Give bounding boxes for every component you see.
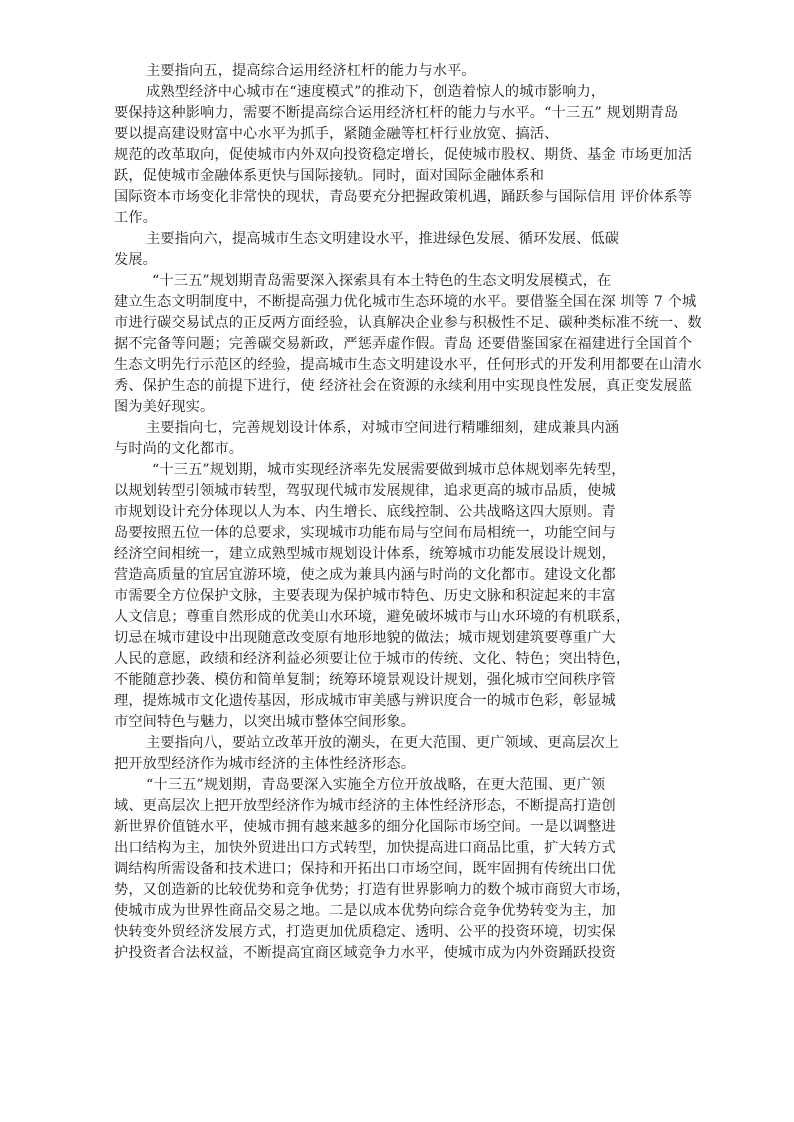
text-line: 据不完备等问题；完善碳交易新政，严惩弄虚作假。青岛 还要借鉴国家在福建进行全国首个 bbox=[114, 336, 693, 352]
text-line: 以规划转型引领城市转型，驾驭现代城市发展规律，追求更高的城市品质，使城 bbox=[114, 483, 616, 499]
text-line: 与时尚的文化都市。 bbox=[114, 441, 244, 457]
text-line: 不能随意抄袭、模仿和简单复制；统筹环境景观设计规划，强化城市空间秩序管 bbox=[114, 672, 616, 688]
text-line: 人民的意愿，政绩和经济利益必须要让位于城市的传统、文化、特色；突出特色， bbox=[114, 651, 631, 667]
text-line: 岛要按照五位一体的总要求，实现城市功能布局与空间布局相统一，功能空间与 bbox=[114, 525, 616, 541]
text-line: 切忌在城市建设中出现随意改变原有地形地貌的做法；城市规划建筑要尊重广大 bbox=[114, 630, 616, 646]
text-line: “十三五”规划期青岛需要深入探索具有本土特色的生态文明发展模式，在 bbox=[152, 273, 612, 289]
text-line: 市空间特色与魅力，以突出城市整体空间形象。 bbox=[114, 714, 416, 730]
text-line: 要以提高建设财富中心水平为抓手，紧随金融等杠杆行业放宽、搞活、 bbox=[114, 126, 559, 142]
text-line: “十三五”规划期，青岛要深入实施全方位开放战略，在更大范围、更广领 bbox=[146, 777, 606, 793]
text-line: 调结构所需设备和技术进口；保持和开拓出口市场空间，既牢固拥有传统出口优 bbox=[114, 861, 616, 877]
text-line: 生态文明先行示范区的经验，提高城市生态文明建设水平，任何形式的开发利用都要在山清水 bbox=[114, 357, 702, 373]
text-line: 人文信息；尊重自然形成的优美山水环境，避免破坏城市与山水环境的有机联系， bbox=[114, 609, 631, 625]
text-line: 市进行碳交易试点的正反两方面经验，认真解决企业参与积极性不足、碳种类标准不统一、数 bbox=[114, 315, 702, 331]
text-line: 成熟型经济中心城市在“速度模式”的推动下，创造着惊人的城市影响力， bbox=[146, 84, 606, 100]
text-line: 建立生态文明制度中，不断提高强力优化城市生态环境的水平。要借鉴全国在深 圳等 7 个城 bbox=[114, 294, 697, 310]
text-line: 秀、保护生态的前提下进行，使 经济社会在资源的永续利用中实现良性发展，真正变发展蓝 bbox=[114, 378, 693, 394]
text-line: 图为美好现实。 bbox=[114, 399, 215, 415]
text-line: 理，提炼城市文化遗传基因，形成城市审美感与辨识度合一的城市色彩，彰显城 bbox=[114, 693, 616, 709]
text-line: 市规划设计充分体现以人为本、内生增长、底线控制、公共战略这四大原则。青 bbox=[114, 504, 616, 520]
text-line: 域、更高层次上把开放型经济作为城市经济的主体性经济形态，不断提高打造创 bbox=[114, 798, 616, 814]
text-line: 势，又创造新的比较优势和竞争优势；打造有世界影响力的数个城市商贸大市场， bbox=[114, 882, 631, 898]
text-line: 市需要全方位保护文脉，主要表现为保护城市特色、历史文脉和积淀起来的丰富 bbox=[114, 588, 616, 604]
text-line: 快转变外贸经济发展方式，打造更加优质稳定、透明、公平的投资环境，切实保 bbox=[114, 924, 616, 940]
paragraph-heading-6: 主要指向六，提高城市生态文明建设水平，推进绿色发展、循环发展、低碳 bbox=[146, 231, 620, 247]
text-line: 新世界价值链水平，使城市拥有越来越多的细分化国际市场空间。一是以调整进 bbox=[114, 819, 616, 835]
text-line: “十三五”规划期，城市实现经济率先发展需要做到城市总体规划率先转型， bbox=[152, 462, 626, 478]
paragraph-heading-8: 主要指向八，要站立改革开放的潮头，在更大范围、更广领域、更高层次上 bbox=[146, 735, 620, 751]
text-line: 跃，促使城市金融体系更快与国际接轨。同时，面对国际金融体系和 bbox=[114, 168, 545, 184]
text-line: 使城市成为世界性商品交易之地。二是以成本优势向综合竞争优势转变为主，加 bbox=[114, 903, 616, 919]
text-line: 国际资本市场变化非常快的现状，青岛要充分把握政策机遇，踊跃参与国际信用 评价体系等 bbox=[114, 189, 693, 205]
text-line: 把开放型经济作为城市经济的主体性经济形态。 bbox=[114, 756, 416, 772]
text-line: 营造高质量的宜居宜游环境，使之成为兼具内涵与时尚的文化都市。建设文化都 bbox=[114, 567, 616, 583]
paragraph-heading-5: 主要指向五，提高综合运用经济杠杆的能力与水平。 bbox=[146, 63, 476, 79]
text-line: 工作。 bbox=[114, 210, 158, 226]
text-line: 出口结构为主，加快外贸进出口方式转型，加快提高进口商品比重，扩大转方式 bbox=[114, 840, 616, 856]
text-line: 经济空间相统一，建立成熟型城市规划设计体系，统筹城市功能发展设计规划， bbox=[114, 546, 616, 562]
text-line: 规范的改革取向，促使城市内外双向投资稳定增长，促使城市股权、期货、基金 市场更加活 bbox=[114, 147, 693, 163]
text-line: 护投资者合法权益，不断提高宜商区域竞争力水平，使城市成为内外资踊跃投资 bbox=[114, 945, 616, 961]
paragraph-heading-7: 主要指向七，完善规划设计体系，对城市空间进行精雕细刻，建成兼具内涵 bbox=[146, 420, 620, 436]
text-line: 发展。 bbox=[114, 252, 158, 268]
text-line: 要保持这种影响力，需要不断提高综合运用经济杠杆的能力与水平。“十三五” 规划期青岛 bbox=[114, 105, 679, 121]
